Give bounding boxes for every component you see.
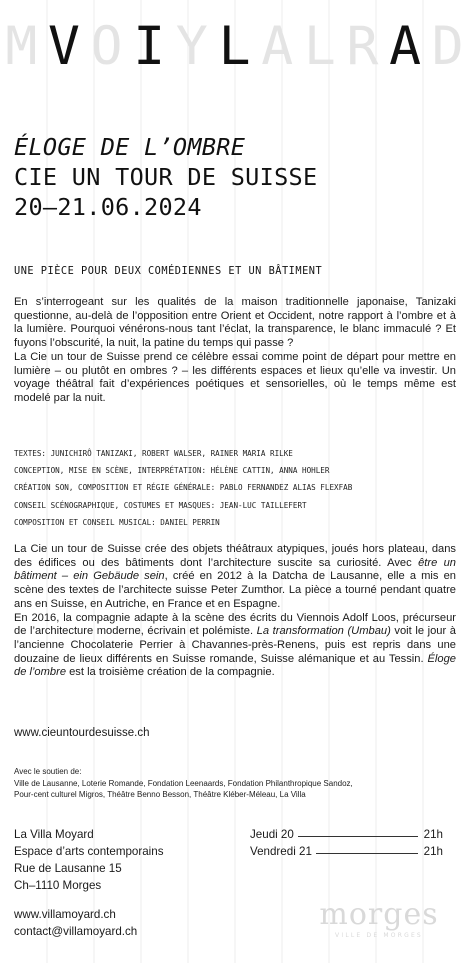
logo-letter: V: [48, 16, 80, 77]
text-run: voit le jour à l’ancienne Chocolaterie Perrier à Chavannes-près-Renens, puis est repris dans une douzaine de lieux différents en Suisse romande, Suisse alémanique et au Tessin.: [14, 625, 456, 665]
schedule-divider: [298, 836, 418, 837]
performance-day: Vendredi 21: [250, 845, 312, 858]
work-title: être un bâtiment – ein Gebäude sein: [14, 556, 457, 583]
credit-line: TEXTES: JUNICHIRÔ TANIZAKI, ROBERT WALSER, RAINER MARIA RILKE: [14, 449, 293, 458]
event-title-block: [14, 132, 317, 222]
morges-tagline: VILLE DE MORGES: [335, 932, 423, 939]
venue-name: La Villa Moyard: [14, 828, 94, 841]
text-run: est la troisième création de la compagnie.: [66, 666, 275, 679]
supporters-line: Ville de Lausanne, Loterie Romande, Fondation Leenaards, Fondation Philanthropique Sandoz,: [14, 778, 353, 788]
venue-city: Ch–1110 Morges: [14, 879, 102, 892]
performance-schedule: [250, 826, 443, 860]
company-website-link[interactable]: www.cieuntourdesuisse.ch: [14, 727, 150, 739]
logo-letter: D: [431, 16, 464, 77]
supporters: [14, 766, 353, 801]
intro-paragraph-1: En s’interrogeant sur les qualités de la maison traditionnelle japonaise, Tanizaki questionne, au-delà de l’opposition entre Orient et Occident, notre rapport à l’ombre et à la lumière. Pourquoi vénérons-nous tant l’éclat, la transparence, le blanc immaculé ? Et fuyons l’obscurité, la nuit, la patine du temps qui passe ?: [14, 296, 456, 350]
work-title: Éloge de l’ombre: [14, 652, 456, 679]
credit-line: CONCEPTION, MISE EN SCÈNE, INTERPRÉTATION: HÉLÈNE CATTIN, ANNA HOHLER: [14, 466, 330, 476]
text-run: La Cie un tour de Suisse crée des objets théâtraux atypiques, joués hors plateau, dans des édifices ou des bâtiments dont l’architecture suscite sa curiosité. Avec: [14, 543, 456, 569]
logo-letter: O: [90, 16, 123, 77]
venue-street: Rue de Lausanne 15: [14, 862, 122, 875]
intro-paragraph-2: La Cie un tour de Suisse prend ce célèbre essai comme point de départ pour mettre en lumière – ou plutôt en ombres ? – les différents espaces et lieux qu’elle va investir. Un voyage théâtral fait d’expériences poétiques et sensorielles, où le temps même est modelé par la nuit.: [14, 350, 456, 404]
play-subtitle: UNE PIÈCE POUR DEUX COMÉDIENNES ET UN BÂTIMENT: [14, 265, 323, 277]
performance-day: Jeudi 20: [250, 828, 294, 841]
ville-de-morges-logo: [316, 897, 442, 939]
performance-time: 21h: [423, 845, 443, 858]
logo-letter: Y: [175, 16, 208, 77]
logo-letter: L: [218, 16, 251, 77]
venue-type: Espace d’arts contemporains: [14, 845, 164, 858]
credit-line: CONSEIL SCÉNOGRAPHIQUE, COSTUMES ET MASQUES: JEAN-LUC TAILLEFERT: [14, 500, 307, 510]
text-run: En 2016, la compagnie adapte à la scène des écrits du Viennois Adolf Loos, précurseur de l’architecture moderne, écrivain et polémiste.: [14, 611, 456, 638]
play-title: ÉLOGE DE L’OMBRE: [14, 133, 246, 161]
credits-list: [14, 445, 352, 531]
company-name: CIE UN TOUR DE SUISSE: [14, 163, 318, 191]
company-paragraph-2: [14, 612, 456, 681]
work-title: La transformation (Umbau): [256, 625, 391, 638]
venue-contact: [14, 906, 137, 940]
logo-letter: A: [389, 16, 422, 77]
supporters-line: Pour-cent culturel Migros, Théâtre Benno Besson, Théâtre Kléber-Méleau, La Villa: [14, 790, 306, 799]
supporters-heading: Avec le soutien de:: [14, 767, 82, 776]
villa-moyard-logo: [0, 18, 469, 76]
schedule-row: [250, 826, 443, 843]
intro-text: [14, 296, 456, 406]
company-paragraph-1: [14, 543, 456, 612]
company-text: [14, 543, 456, 680]
schedule-divider: [316, 853, 418, 854]
logo-letter: M: [5, 16, 38, 77]
logo-letter: A: [261, 16, 294, 77]
credit-line: CRÉATION SON, COMPOSITION ET RÉGIE GÉNÉRALE: PABLO FERNANDEZ ALIAS FLEXFAB: [14, 483, 353, 493]
logo-letter: I: [133, 16, 166, 77]
venue-address: [14, 826, 164, 894]
venue-email-link[interactable]: contact@villamoyard.ch: [14, 925, 138, 938]
morges-wordmark: morges: [319, 897, 439, 932]
credit-line: COMPOSITION ET CONSEIL MUSICAL: DANIEL PERRIN: [14, 517, 220, 527]
logo-letter: L: [303, 16, 336, 77]
text-run: , créé en 2012 à la Datcha de Lausanne, elle a mis en scène des textes de l’architecte suisse Peter Zumthor. La pièce a tourné pendant quatre ans en Suisse, en Autriche, en France et en Espagne.: [14, 570, 457, 610]
event-dates: 20—21.06.2024: [14, 193, 202, 221]
schedule-row: [250, 843, 443, 860]
venue-website-link[interactable]: www.villamoyard.ch: [14, 908, 116, 921]
logo-letter: R: [346, 16, 379, 77]
performance-time: 21h: [423, 828, 443, 841]
